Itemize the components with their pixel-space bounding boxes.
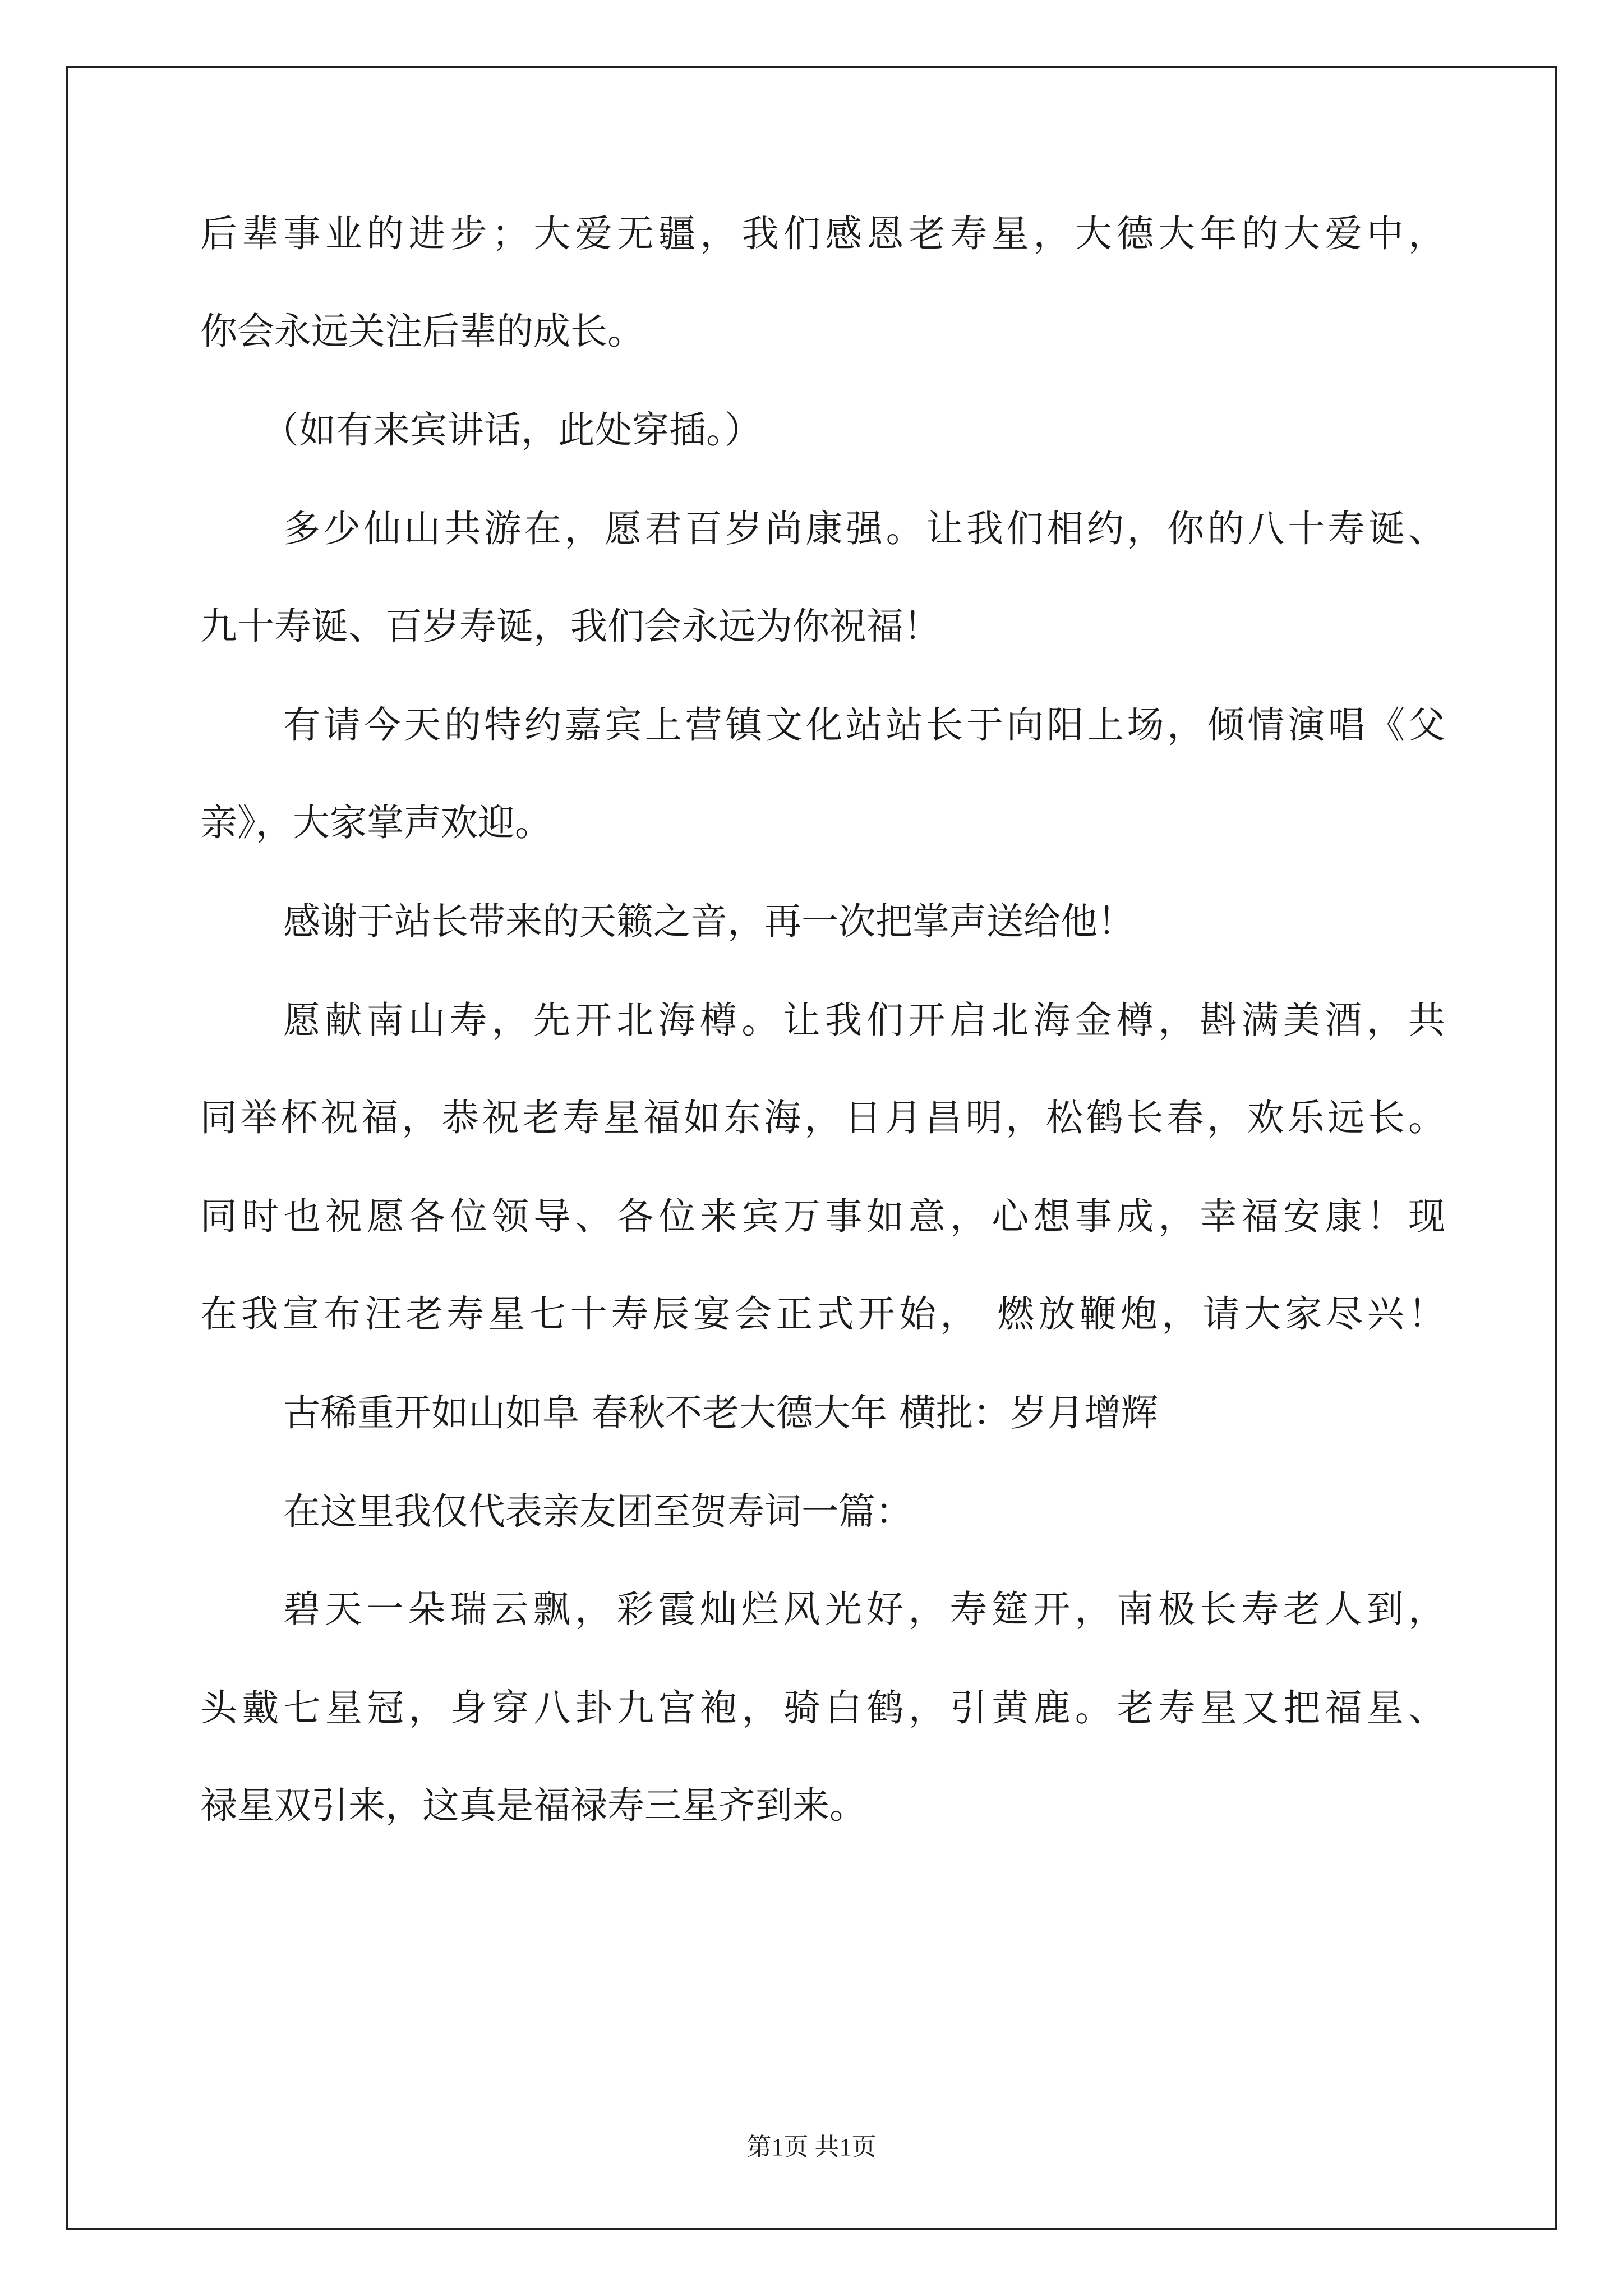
text-line: 亲》，大家掌声欢迎。 [200, 801, 552, 844]
text-line: 在这里我仅代表亲友团至贺寿词一篇： [283, 1490, 912, 1533]
text-line: 同时也祝愿各位领导、各位来宾万事如意，心想事成，幸福安康！现 [200, 1195, 1445, 1238]
text-line: 头戴七星冠，身穿八卦九宫袍，骑白鹤，引黄鹿。老寿星又把福星、 [200, 1686, 1445, 1729]
page-border [66, 66, 1557, 2230]
text-line: 后辈事业的进步；大爱无疆，我们感恩老寿星，大德大年的大爱中， [200, 212, 1445, 255]
text-line: 多少仙山共游在，愿君百岁尚康强。让我们相约，你的八十寿诞、 [283, 507, 1445, 550]
text-line: 九十寿诞、百岁寿诞，我们会永远为你祝福！ [200, 605, 940, 648]
text-line: 禄星双引来，这真是福禄寿三星齐到来。 [200, 1784, 866, 1827]
text-line: 在我宣布汪老寿星七十寿辰宴会正式开始， 燃放鞭炮，请大家尽兴！ [200, 1292, 1445, 1336]
text-line: 愿献南山寿，先开北海樽。让我们开启北海金樽，斟满美酒，共 [283, 999, 1445, 1042]
text-line: 古稀重开如山如阜 春秋不老大德大年 横批：岁月增辉 [283, 1391, 1158, 1434]
text-line: 同举杯祝福，恭祝老寿星福如东海，日月昌明，松鹤长春，欢乐远长。 [200, 1096, 1445, 1139]
page-footer: 第1页 共1页 [746, 2133, 877, 2161]
text-line: 你会永远关注后辈的成长。 [200, 310, 644, 353]
text-line: 有请今天的特约嘉宾上营镇文化站站长于向阳上场，倾情演唱《父 [283, 703, 1445, 747]
text-line: 感谢于站长带来的天籁之音，再一次把掌声送给他！ [283, 900, 1135, 943]
text-line: （如有来宾讲话，此处穿插。） [262, 408, 762, 452]
text-line: 碧天一朵瑞云飘，彩霞灿烂风光好，寿筵开，南极长寿老人到， [283, 1588, 1445, 1631]
